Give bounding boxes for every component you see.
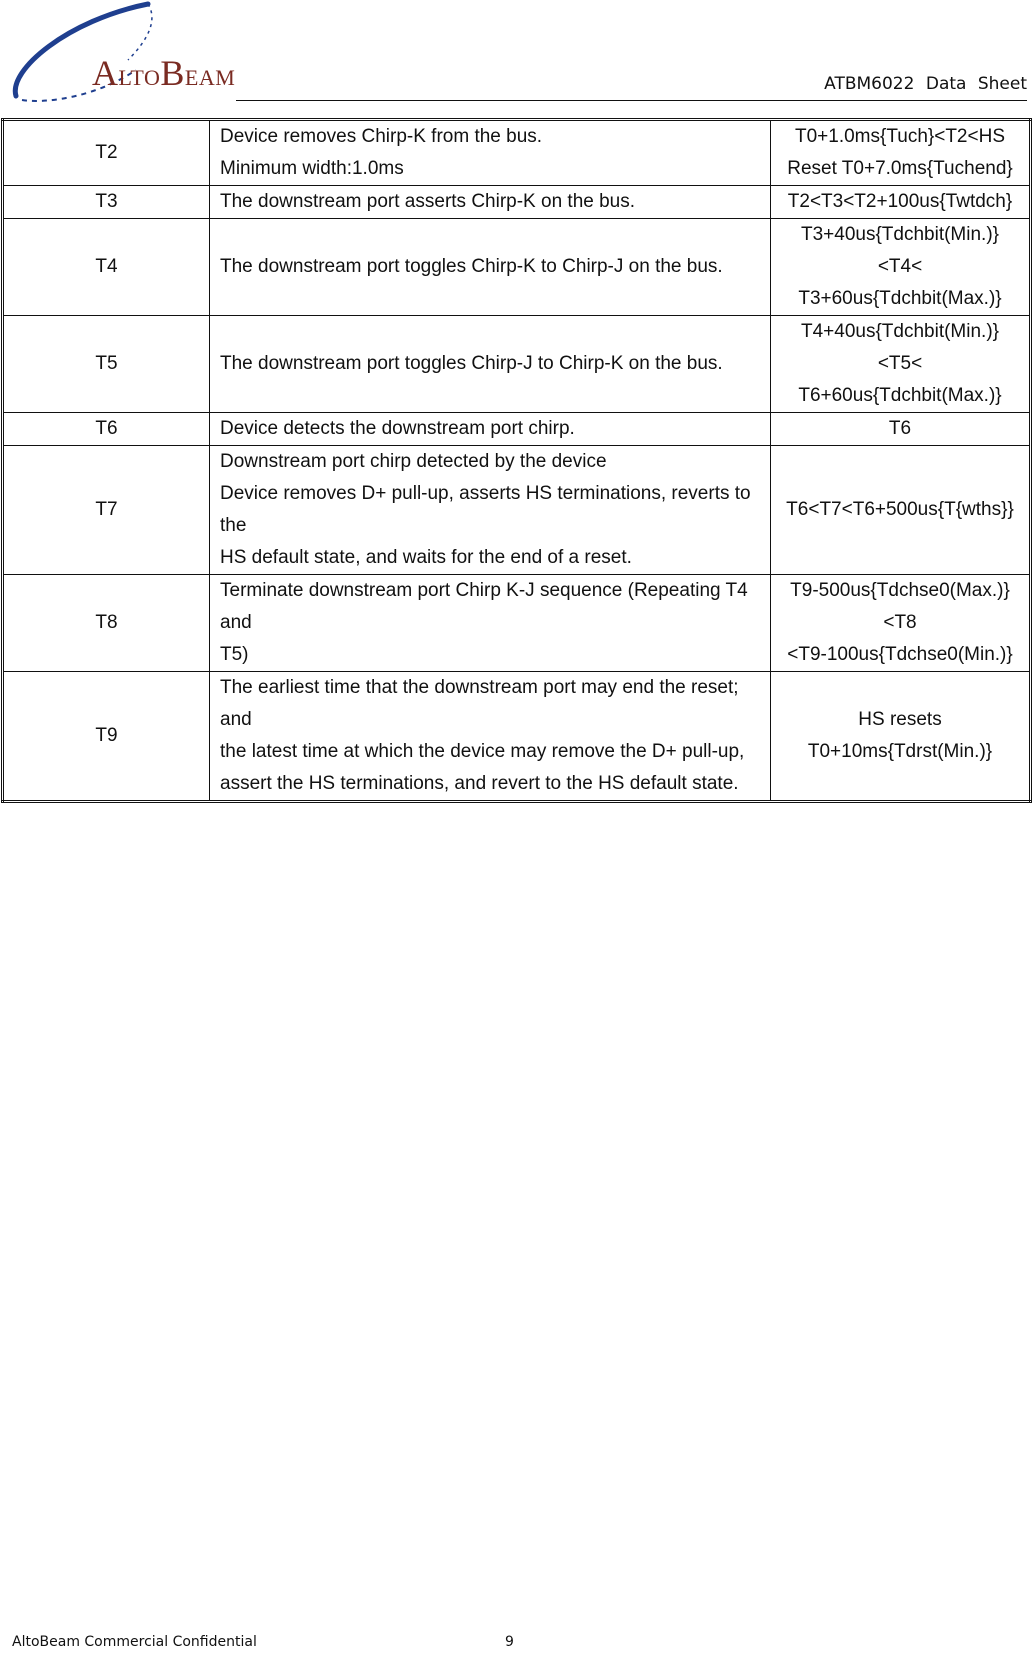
timing-value-line: T6<T7<T6+500us{T{wths}} [786,499,1014,520]
description-line: HS default state, and waits for the end of a reset. [220,547,632,568]
timing-id-cell: T5 [3,316,210,413]
timing-id-cell: T3 [3,186,210,219]
logo-rest-lto: LTO [118,65,161,90]
description-cell [210,120,771,186]
logo-initial-a: A [92,53,119,93]
timing-id-cell: T4 [3,219,210,316]
description-cell [210,316,771,413]
description-cell [210,219,771,316]
description-line: Device detects the downstream port chirp. [220,418,575,439]
document-title: ATBM6022 Data Sheet [824,74,1027,94]
description-line: Device removes D+ pull-up, asserts HS terminations, reverts to the [220,483,751,536]
page-number: 9 [505,1634,514,1650]
description-line: Terminate downstream port Chirp K-J sequence (Repeating T4 and [220,580,748,633]
table-row [3,575,1031,672]
description-cell [210,446,771,575]
timing-value-line: T3+40us{Tdchbit(Min.)}<T4< [800,224,999,277]
timing-value-cell [771,219,1031,316]
timing-value-line: T6 [888,418,912,439]
timing-value-line: T0+1.0ms{Tuch}<T2<HS [795,126,1005,147]
table-row [3,120,1031,186]
timing-id-cell: T7 [3,446,210,575]
timing-table [1,118,1032,803]
timing-value-cell [771,575,1031,672]
description-line: the latest time at which the device may remove the D+ pull-up, [220,741,745,762]
timing-value-cell [771,316,1031,413]
description-line: The earliest time that the downstream port may end the reset; and [220,677,739,730]
table-row [3,413,1031,446]
table-row [3,186,1031,219]
timing-value-line: <T9-100us{Tdchse0(Min.)} [787,644,1013,665]
description-line: The downstream port asserts Chirp-K on the bus. [220,191,636,212]
timing-value-line: T0+10ms{Tdrst(Min.)} [807,741,993,762]
description-cell [210,186,771,219]
description-line: Downstream port chirp detected by the device [220,451,607,472]
description-cell [210,672,771,802]
table-row [3,672,1031,802]
timing-value-line: T9-500us{Tdchse0(Max.)}<T8 [790,580,1010,633]
company-logo [8,0,248,110]
timing-value-cell [771,186,1031,219]
description-line: T5) [220,644,249,665]
table-row [3,316,1031,413]
timing-value-cell [771,413,1031,446]
timing-value-cell [771,672,1031,802]
timing-id-cell: T9 [3,672,210,802]
timing-value-line: HS resets [858,709,942,730]
logo-wordmark [92,52,235,94]
description-line: assert the HS terminations, and revert to the HS default state. [220,773,739,794]
description-line: Device removes Chirp-K from the bus. [220,126,543,147]
timing-value-line: Reset T0+7.0ms{Tuchend} [787,158,1013,179]
timing-value-cell [771,120,1031,186]
footer-confidential: AltoBeam Commercial Confidential [12,1634,257,1650]
timing-table-body [3,120,1031,802]
header-divider [236,100,1027,101]
timing-value-cell [771,446,1031,575]
timing-value-line: T6+60us{Tdchbit(Max.)} [798,385,1002,406]
timing-value-line: T3+60us{Tdchbit(Max.)} [798,288,1002,309]
timing-value-line: T4+40us{Tdchbit(Min.)}<T5< [800,321,999,374]
table-row [3,446,1031,575]
timing-value-line: T2<T3<T2+100us{Twtdch} [787,191,1013,212]
table-row [3,219,1031,316]
description-line: Minimum width:1.0ms [220,158,404,179]
timing-id-cell: T6 [3,413,210,446]
description-cell [210,413,771,446]
description-line: The downstream port toggles Chirp-J to Chirp-K on the bus. [220,353,723,374]
logo-initial-b: B [160,53,185,93]
description-line: The downstream port toggles Chirp-K to Chirp-J on the bus. [220,256,723,277]
timing-id-cell: T2 [3,120,210,186]
timing-id-cell: T8 [3,575,210,672]
description-cell [210,575,771,672]
logo-rest-eam: EAM [184,65,236,90]
